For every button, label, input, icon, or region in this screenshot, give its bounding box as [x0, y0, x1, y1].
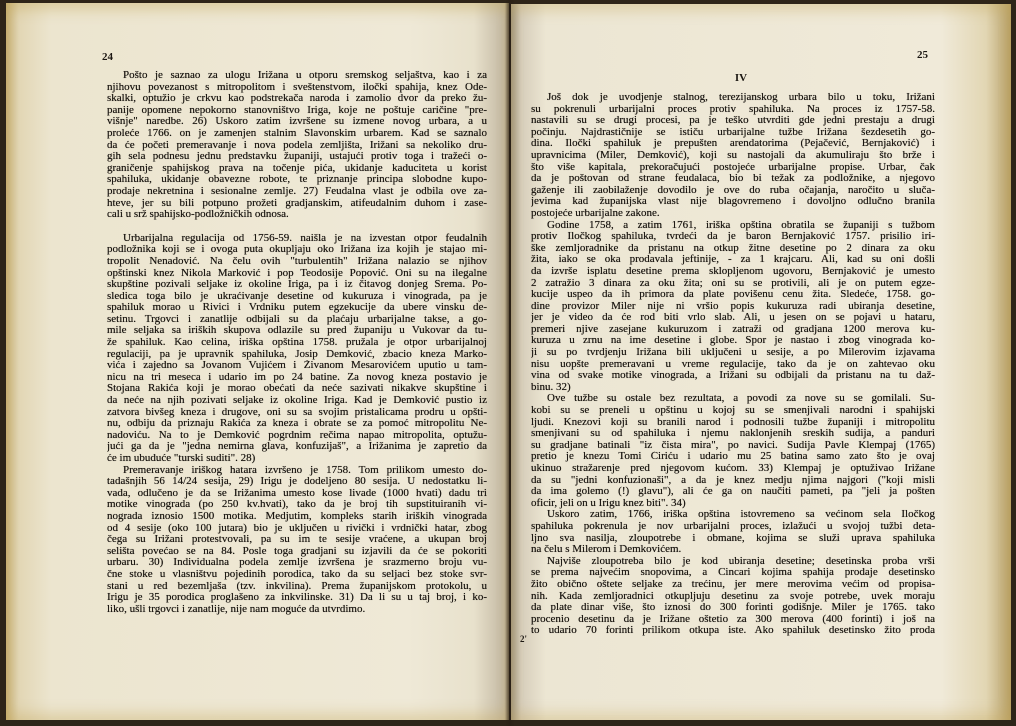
- text-line: urbaru. 30) Individualna podela zemlje izvršena je srazmerno broju vu-: [107, 557, 487, 569]
- text-line: jevima kad županijska vlast nije blagovremeno i dovoljno odlučno branila: [531, 196, 935, 208]
- text-line: da plate dinar više, što iznosi do 300 forinti godišnje. Miler je 1765. tako: [531, 602, 935, 614]
- text-line: 2 zatražio 3 dinara za oku žita; oni su se protivili, ali je on putem egze-: [531, 277, 935, 289]
- text-line: gaženje ili zaobilaženje dovodilo je ove do ruba očajanja, naročito u sluča-: [531, 184, 935, 196]
- text-line: kobi su se preneli u opštinu u kojoj su se smenjivali narodni i spahijski: [531, 405, 935, 417]
- text-line: se prema najvećim snopovima, a Cincari kojima spahija prodaje desetinsko: [531, 567, 935, 579]
- paragraph: [531, 509, 935, 555]
- text-line: Irigu je 35 porodica proglašeno za inkvilinske. 31) Da li su u taj broj, i ko-: [107, 592, 487, 604]
- text-line: procenio desetinu da je Irižane oštetio za 300 merova (400 forinti) i još na: [531, 613, 935, 625]
- text-line: to udario 70 forinti prilikom otkupa iste. Ako spahiluk desetinsko žito proda: [531, 625, 935, 637]
- text-line: spahiluka, ukidanje obavezne robote, te priznanje principa slobodne kupo-: [107, 174, 487, 186]
- text-line: Godine 1758, a zatim 1761, iriška opština obratila se županiji s tužbom: [547, 219, 935, 231]
- text-line: že spahiluk. Kao celina, iriška opština 1758. pružala je otpor urbarijalnoj: [107, 337, 487, 349]
- text-line: žita, iako se oka prodavala jeftinije, - za 1 krajcaru. Ali, kad su oni došli: [531, 254, 935, 266]
- text-line: jući ga da je "jedna nemirna glava, konfuzijaš", a Irižanima je zapretio da: [107, 441, 487, 453]
- text-line: da ima golemo (!) glavu"), ali će ga on naučiti pameti, pa "jeli ja pošten: [531, 486, 935, 498]
- text-line: tadašnjih 56 14/24 sesija, 29) Irigu je dodeljeno 80 sesija. U nedostatku li-: [107, 476, 487, 488]
- text-line: ji su po tvrdjenju Irižana bili uključeni u sesije, a po Milerovim izjavama: [531, 347, 935, 359]
- text-line: podložnika koji se i ovoga puta okupljaju oko Irižana iza kojih je stajao mi-: [107, 244, 487, 256]
- text-line: graničenje spahijskog prava na točenje pića, ukidanje kaduciteta u korist: [107, 162, 487, 174]
- text-line: nisu uopšte premeravani u vreme regulacije, tako da je on zahtevao oku: [531, 358, 935, 370]
- text-line: Uskoro zatim, 1766, iriška opština istovremeno sa većinom sela Iločkog: [547, 509, 935, 521]
- text-line: smenjivani su od spahiluka i njemu naklonjenih sreskih sudija, a panduri: [531, 428, 935, 440]
- text-line: skupštine pozivali seljake iz okoline Iriga, pa i iz čitavog donjeg Srema. Po-: [107, 279, 487, 291]
- text-line: Ove tužbe su ostale bez rezultata, a povodi za nove su se gomilali. Su-: [547, 393, 935, 405]
- text-line: ukinuo stražarenje pred njegovom kućom. 33) Klempaj je optuživao Irižane: [531, 463, 935, 474]
- text-line: ljno sva nasilja, zloupotrebe i obmane, kojima se služi uprava spahiluka: [531, 532, 935, 544]
- text-line: od 4 sesije (oko 100 jutara) bio je uključen u rivički i vrdnički hatar, zbog: [107, 522, 487, 534]
- text-line: setinu. Trgovci i zanatlije odbijali su da plaćaju urbarijalne takse, a go-: [107, 313, 487, 325]
- paragraph: [531, 556, 935, 637]
- text-line: spahiluk morao u Rivici i Vrdniku putem egzekucije da ubere vinsku de-: [107, 302, 487, 314]
- text-line: opštinski knez Nikola Marković i pop Teodosije Popović. Oni su na ilegalne: [107, 267, 487, 279]
- text-line: kucije uspeo da ih primora da plate povišenu cenu žita. Sledeće, 1758. go-: [531, 289, 935, 301]
- text-line: kuruza u zrnu na ime desetine i globe. Spor je nastao i zbog vinograda ko-: [531, 335, 935, 347]
- text-line: Najviše zloupotreba bilo je kod ubiranja desetine; desetinska proba vrši: [547, 555, 935, 567]
- text-line: dina. Iločki spahiluk je prepušten arendatorima (Pejačević, Bernjaković) i: [531, 138, 935, 150]
- text-line: ške zemljoradnike da pristanu na otkup žitne desetine po 2 dinara za oku: [531, 242, 935, 254]
- text-line: počinju. Najdrastičnije se ističu urbarijalne tužbe Irižana šezdesetih go-: [531, 126, 935, 138]
- text-line: upravnicima (Miler, Demković), koji su nastojali da akumuliraju što brže i: [531, 149, 935, 161]
- text-line: da neće na njih pozivati seljake iz okoline Iriga. Kad je Demković pustio iz: [107, 395, 487, 407]
- text-line: jer je video da će rod biti vrlo slab. Ali, u jesen on se pojavi u hataru,: [531, 312, 935, 324]
- text-line: zatvora bivšeg kneza i drugove, oni su sa svojim pristalicama prodru u opšti-: [107, 406, 487, 418]
- text-line: binu. 32): [531, 381, 571, 393]
- text-line: nicu na tri meseca i udario im po 24 batine. Za novog kneza postavio je: [107, 371, 487, 383]
- right-page: [511, 4, 1011, 720]
- text-line: regulaciji, pa je upravnik spahiluka, Josip Demković, zbacio kneza Marko-: [107, 348, 487, 360]
- text-line: čne stoke u vlasništvu pojedinih porodica, tako da su seljaci bez stoke svr-: [107, 568, 487, 580]
- text-line: hteve, jer su bili potpuno prožeti gradjanskim, atifeudalnim duhom i zase-: [107, 197, 487, 209]
- text-line: sledica toga bilo je ukraćivanje desetine od kukuruza i vinograda, pa je: [107, 290, 487, 302]
- text-line: motike vinograda (po 250 kv.hvati), tako da je broj tih supstituiranih vi-: [107, 499, 487, 511]
- left-page: [6, 3, 509, 720]
- margin-mark: 2': [520, 634, 528, 644]
- text-line: Stojana Rakića koji je morao obećati da neće sazivati nikakve skupštine i: [107, 383, 487, 395]
- text-line: postojeće urbarijalne zakone.: [531, 207, 660, 219]
- text-line: na čelu s Milerom i Demkovićem.: [531, 544, 682, 556]
- page-number: 24: [102, 51, 113, 63]
- text-line: selišta povećao se na 84. Posle toga gradjani su izjavili da će se pokoriti: [107, 545, 487, 557]
- paragraph: [531, 393, 935, 509]
- text-line: Pošto je saznao za ulogu Irižana u otporu sremskog seljaštva, kao i za: [123, 70, 487, 81]
- text-line: proleće 1766. on je zamenjen stalnim Slavonskim urbarem. Kad se saznalo: [107, 127, 487, 139]
- text-line: nastavili su se drugi procesi, pa je teško utvrditi gde jedni prestaju a drugi: [531, 115, 935, 127]
- paragraph: [107, 233, 487, 465]
- text-line: Još dok je uvodjenje stalnog, terezijanskog urbara bilo u toku, Irižani: [547, 92, 935, 103]
- text-line: što više kapitala, prekoračujući postojeće urbarijalne propise. Urbar, čak: [531, 161, 935, 173]
- text-line: pretio je knezu Tomi Ćiriću i udario mu 25 batina samo zato što je ovaj: [531, 451, 935, 463]
- text-line: dine provizor Miler nije ni vršio popis kukuruza radi ubiranja desetine,: [531, 300, 935, 312]
- text-line: stani u red bezemljaša (tzv. inkvilina). Prema županijskom protokolu, u: [107, 580, 487, 592]
- text-line: protiv Iločkog spahiluka, tvrdeći da je baron Bernjaković 1757. prisilio iri-: [531, 231, 935, 243]
- text-line: panije opomene nepokorno stanovništvo Iriga, koje ne poštuje caričine "pre-: [107, 104, 487, 116]
- text-line: nograda iznosio 1500 motika. Medjutim, kompleks starih iriških vinograda: [107, 510, 487, 522]
- paragraph: [107, 70, 487, 221]
- paragraph: [107, 465, 487, 616]
- paragraph: [531, 92, 935, 220]
- text-line: nih. Kada zemljoradnici otkupljuju desetinu za svoje potrebe, uvek moraju: [531, 590, 935, 602]
- text-line: oficir, jeli on u Irigu knez biti". 34): [531, 497, 686, 509]
- text-line: ljudi. Knezovi koji su branili narod i podnosili tužbe županiji i mitropolitu: [531, 416, 935, 428]
- text-line: će im ubuduće "turski suditi". 28): [107, 453, 256, 464]
- text-line: Premeravanje iriškog hatara izvršeno je 1758. Tom prilikom umesto do-: [123, 464, 487, 476]
- text-line: da je poštovan od strane feudalaca, bio bi težak za podložnike, a njegovo: [531, 173, 935, 185]
- text-line: cali u srž spahijsko-podložničkih odnosa.: [107, 209, 289, 221]
- text-line: da izvrše isplatu desetine prema sklopljenom ugovoru, Bernjaković je umesto: [531, 265, 935, 277]
- section-heading: IV: [734, 72, 748, 84]
- text-line: spahiluka pokrenula je nov urbarijalni proces, izlažući u svojoj tužbi deta-: [531, 520, 935, 532]
- text-line: da su "jedni konfuzionaši", a da je knez medju njima najgori ("koji misli: [531, 474, 935, 486]
- text-line: premeri njive zasejane kukuruzom i zatraži od gradjana 1200 merova ku-: [531, 323, 935, 335]
- text-line: višnje" naredbe. 26) Uskoro zatim izvršene su izmene novog urbara, a u: [107, 116, 487, 128]
- page-text: [107, 70, 487, 615]
- paragraph: [531, 220, 935, 394]
- text-line: da će početi premeravanje i nova podela zemljišta, Irižani sa nekoliko dru-: [107, 139, 487, 151]
- page-number: 25: [917, 49, 928, 61]
- page-text: [531, 92, 935, 637]
- text-line: liko, ušli trgovci i zanatlije, nije nam moguće da utvrdimo.: [107, 603, 366, 615]
- text-line: su gradjane batinali "iz čista mira", po navici. Sudija Pavle Klempaj (1765): [531, 439, 935, 451]
- text-line: vada, odlučeno je da se Irižanima umesto kose livade (1000 hvati) dadu tri: [107, 487, 487, 499]
- text-line: žito obično oštete seljake za trećinu, jer mere merovima većim od propisa-: [531, 578, 935, 590]
- text-line: tropolit Nenadović. Na čelu ovih "turbulentih" Irižana nalazio se njihov: [107, 255, 487, 267]
- text-line: čega su Irižani protestvovali, pa su im te sesije vraćene, a ukupan broj: [107, 534, 487, 546]
- text-line: nadoviću. Na to je Demković pogrdnim rečima napao mitropolita, optužu-: [107, 429, 487, 441]
- text-line: skalki, optužio je crkvu kao podstrekača naroda i zamolio dvor da preko žu-: [107, 93, 487, 105]
- text-line: prodaje nekretnina i sesionalne zemlje. 27) Feudalna vlast je odbila ove za-: [107, 185, 487, 197]
- text-line: gih sela podnesu jednu predstavku županiji, ustajući protiv toga i tražeći o-: [107, 151, 487, 163]
- text-line: Urbarijalna regulacija od 1756-59. naišla je na izvestan otpor feudalnih: [123, 232, 487, 244]
- text-line: mile seljaka sa iriških skupova odlazile su pred županiju u Vukovar da tu-: [107, 325, 487, 337]
- text-line: njihovu povezanost s mitropolitom i sveštenstvom, iločki spahija, knez Ode-: [107, 81, 487, 93]
- text-line: nu, odbiju da priznaju Rakića za kneza i obrate se za pomoć mitropolitu Ne-: [107, 418, 487, 430]
- text-line: vina od svake motike vinograda, a Irižani su odbijali da pristanu na tu daž-: [531, 370, 935, 382]
- text-line: su pokrenuli urbarijalni proces protiv spahiluka. Na proces iz 1757-58.: [531, 103, 935, 115]
- text-line: vića i zajedno sa Jovanom Vujićem i Živanom Mesarovićem uputio u tam-: [107, 360, 487, 372]
